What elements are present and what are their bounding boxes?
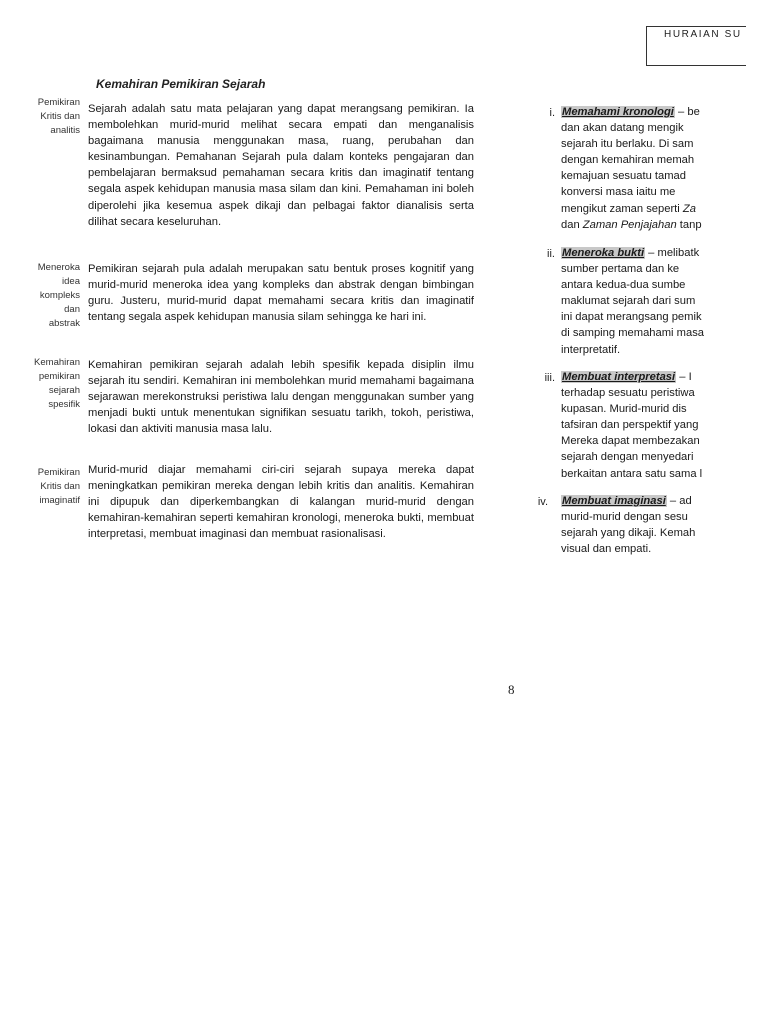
term-meneroka-bukti: Meneroka bukti <box>562 247 645 259</box>
margin-note-3: Kemahiran pemikiran sejarah spesifik <box>34 357 80 410</box>
item-number-2: ii. <box>547 248 555 260</box>
paragraph-1: Sejarah adalah satu mata pelajaran yang dapat merangsang pemikiran. Ia membolehkan murid-murid melihat secara empati dan menganalisis bagaimana manusia menggunakan masa, ruang, perubahan dan kesinambungan. Pemahanan Sejarah pula dalam konteks pengajaran dan pembelajaran bermaksud pemahaman secara kritis dan imaginatif tentang segala aspek kehidupan manusia masa silam dan kini. Pemahaman ini boleh diperolehi jika kesemua aspek dikaji dan pelbagai faktor dianalisis serta dilihat secara keseluruhan. <box>88 103 474 228</box>
term-memahami-kronologi: Memahami kronologi <box>562 106 674 118</box>
term-membuat-imaginasi: Membuat imaginasi <box>562 495 666 507</box>
right-item-2: Meneroka bukti – melibatk sumber pertama dan ke antara kedua-dua sumbe maklumat sejarah dari sum ini dapat merangsang pemik di samping memahami masa interpretatif. <box>561 247 705 356</box>
margin-note-1: Pemikiran Kritis dan analitis <box>37 97 80 136</box>
item-number-3: iii. <box>544 372 555 384</box>
right-item-1: Memahami kronologi – be dan akan datang mengik sejarah itu berlaku. Di sam dengan kemahiran memah kemajuan sesuatu tamad konversi masa iaitu me mengikut zaman seperti Za dan Zaman Penjajahan tanp <box>561 106 702 231</box>
right-item-4: Membuat imaginasi – ad murid-murid dengan sesu sejarah yang dikaji. Kemah visual dan empati. <box>561 495 696 556</box>
header-label: HURAIAN SU <box>664 29 742 40</box>
margin-note-4: Pemikiran Kritis dan imaginatif <box>37 467 80 506</box>
margin-note-2: Meneroka idea kompleks dan abstrak <box>37 262 80 329</box>
paragraph-3: Kemahiran pemikiran sejarah adalah lebih spesifik kepada disiplin ilmu sejarah itu sendiri. Kemahiran ini membolehkan murid memahami bagaimana sejarawan merekonstruksi peristiwa lalu dengan menggunakan sumber yang menjadi bukti untuk menentukan signifikan sesuatu tarikh, tokoh, peristiwa, lokasi dan aktiviti manusia masa lalu. <box>88 359 474 436</box>
paragraph-2: Pemikiran sejarah pula adalah merupakan satu bentuk proses kognitif yang murid-murid meneroka idea yang kompleks dan abstrak dengan bimbingan guru. Justeru, murid-murid dapat memahami secara kritis dan imaginatif tentang segala aspek kehidupan manusia silam sehingga ke hari ini. <box>88 263 474 324</box>
item-number-1: i. <box>549 107 555 119</box>
section-title: Kemahiran Pemikiran Sejarah <box>96 77 266 91</box>
term-membuat-interpretasi: Membuat interpretasi <box>562 371 676 383</box>
page-number: 8 <box>508 682 515 697</box>
item-number-4: iv. <box>537 496 548 508</box>
right-item-3: Membuat interpretasi – I terhadap sesuatu peristiwa kupasan. Murid-murid dis tafsiran dan perspektif yang Mereka dapat membezakan sejarah dengan menyedari berkaitan antara satu sama l <box>561 371 703 480</box>
paragraph-4: Murid-murid diajar memahami ciri-ciri sejarah supaya mereka dapat meningkatkan pemikiran mereka dengan lebih kritis dan analitis. Kemahiran ini dipupuk dan diperkembangkan di kalangan murid-murid dengan kemahiran-kemahiran seperti kemahiran kronologi, meneroka bukti, membuat interpretasi, membuat imaginasi dan membuat rasionalisasi. <box>88 464 474 541</box>
